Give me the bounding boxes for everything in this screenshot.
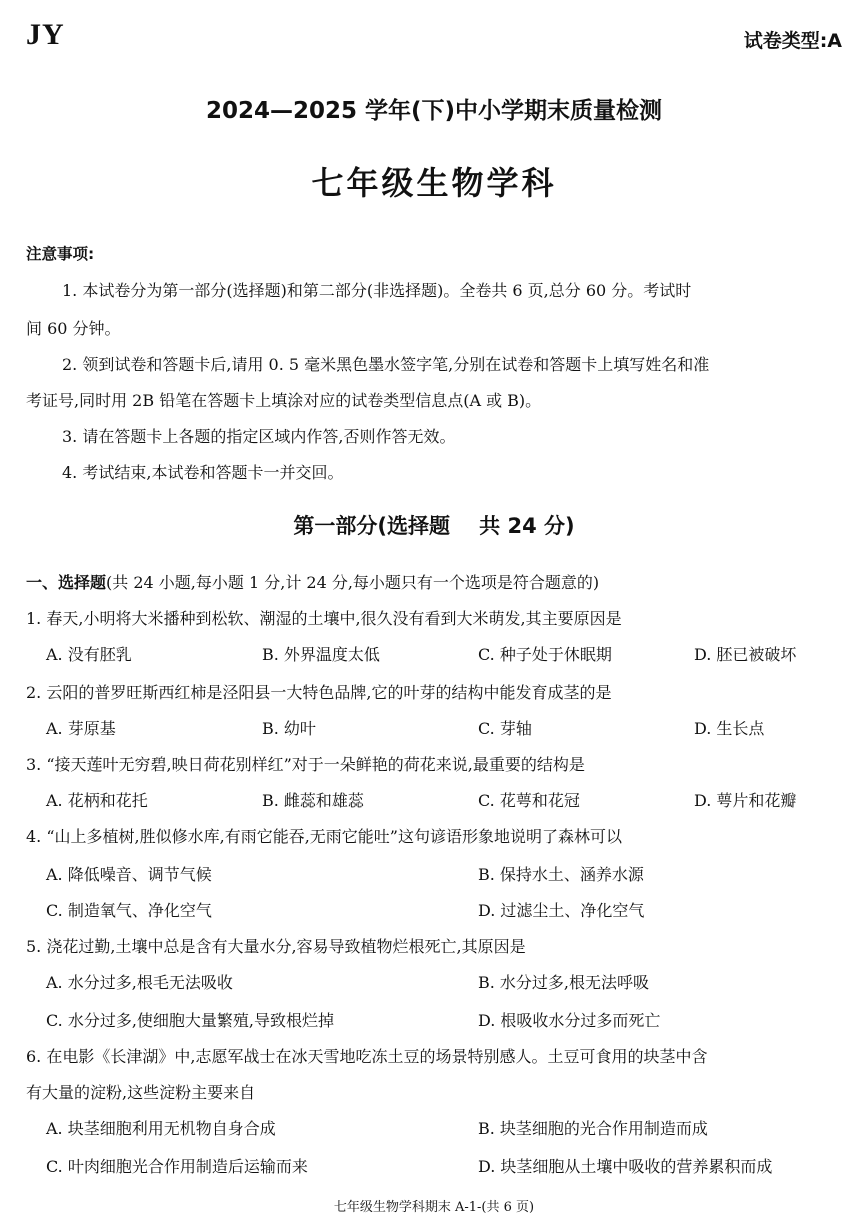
question-stem: 6. 在电影《长津湖》中,志愿军战士在冰天雪地吃冻土豆的场景特别感人。土豆可食用的块茎中含 — [26, 1047, 708, 1066]
question-stem: 4. “山上多植树,胜似修水库,有雨它能吞,无雨它能吐”这句谚语形象地说明了森林可以 — [26, 827, 622, 846]
exam-title: 2024—2025 学年(下)中小学期末质量检测 — [205, 98, 663, 124]
option: B. 幼叶 — [262, 719, 316, 738]
option: C. 水分过多,使细胞大量繁殖,导致根烂掉 — [46, 1011, 335, 1030]
option: C. 种子处于休眠期 — [478, 645, 612, 664]
paper-type: 试卷类型:A — [743, 30, 842, 52]
option: B. 水分过多,根无法呼吸 — [478, 973, 650, 992]
notice-heading: 注意事项: — [26, 245, 95, 263]
option: B. 保持水土、涵养水源 — [478, 865, 644, 884]
subject-title: 七年级生物学科 — [311, 164, 557, 202]
option: A. 没有胚乳 — [46, 645, 132, 664]
option: A. 水分过多,根毛无法吸收 — [46, 973, 233, 992]
notice-line: 3. 请在答题卡上各题的指定区域内作答,否则作答无效。 — [62, 427, 456, 446]
notice-line: 1. 本试卷分为第一部分(选择题)和第二部分(非选择题)。全卷共 6 页,总分 60 分。考试时 — [62, 281, 692, 300]
question-stem: 5. 浇花过勤,土壤中总是含有大量水分,容易导致植物烂根死亡,其原因是 — [26, 937, 526, 956]
option: C. 花萼和花冠 — [478, 791, 580, 810]
option: A. 块茎细胞利用无机物自身合成 — [46, 1119, 276, 1138]
option: D. 块茎细胞从土壤中吸收的营养累积而成 — [478, 1157, 773, 1176]
option: B. 块茎细胞的光合作用制造而成 — [478, 1119, 708, 1138]
question-stem: 1. 春天,小明将大米播种到松软、潮湿的土壤中,很久没有看到大米萌发,其主要原因是 — [26, 609, 622, 628]
exam-code: JY — [26, 18, 65, 51]
option: C. 芽轴 — [478, 719, 532, 738]
option: D. 胚已被破坏 — [694, 645, 797, 664]
question-stem: 2. 云阳的普罗旺斯西红柿是泾阳县一大特色品牌,它的叶芽的结构中能发育成茎的是 — [26, 683, 612, 702]
notice-line: 考证号,同时用 2B 铅笔在答题卡上填涂对应的试卷类型信息点(A 或 B)。 — [26, 391, 542, 410]
notice-line: 4. 考试结束,本试卷和答题卡一并交回。 — [62, 463, 344, 482]
option: D. 生长点 — [694, 719, 765, 738]
part-label: 一、选择题 — [26, 573, 107, 592]
part-instruction: (共 24 小题,每小题 1 分,计 24 分,每小题只有一个选项是符合题意的) — [106, 573, 600, 592]
option: A. 芽原基 — [46, 719, 116, 738]
option: C. 叶肉细胞光合作用制造后运输而来 — [46, 1157, 308, 1176]
part-heading — [26, 570, 599, 593]
option: B. 雌蕊和雄蕊 — [262, 791, 364, 810]
section-title: 第一部分(选择题 共 24 分) — [293, 514, 575, 538]
notice-line: 间 60 分钟。 — [26, 319, 121, 338]
option: D. 根吸收水分过多而死亡 — [478, 1011, 661, 1030]
question-stem-cont: 有大量的淀粉,这些淀粉主要来自 — [26, 1083, 256, 1102]
option: B. 外界温度太低 — [262, 645, 380, 664]
option: A. 花柄和花托 — [46, 791, 148, 810]
question-stem: 3. “接天莲叶无穷碧,映日荷花别样红”对于一朵鲜艳的荷花来说,最重要的结构是 — [26, 755, 585, 774]
option: A. 降低噪音、调节气候 — [46, 865, 212, 884]
option: D. 萼片和花瓣 — [694, 791, 797, 810]
option: C. 制造氧气、净化空气 — [46, 901, 212, 920]
notice-line: 2. 领到试卷和答题卡后,请用 0. 5 毫米黑色墨水签字笔,分别在试卷和答题卡上填写姓名和准 — [62, 355, 710, 374]
option: D. 过滤尘土、净化空气 — [478, 901, 645, 920]
page-footer: 七年级生物学科期末 A-1-(共 6 页) — [333, 1200, 535, 1215]
